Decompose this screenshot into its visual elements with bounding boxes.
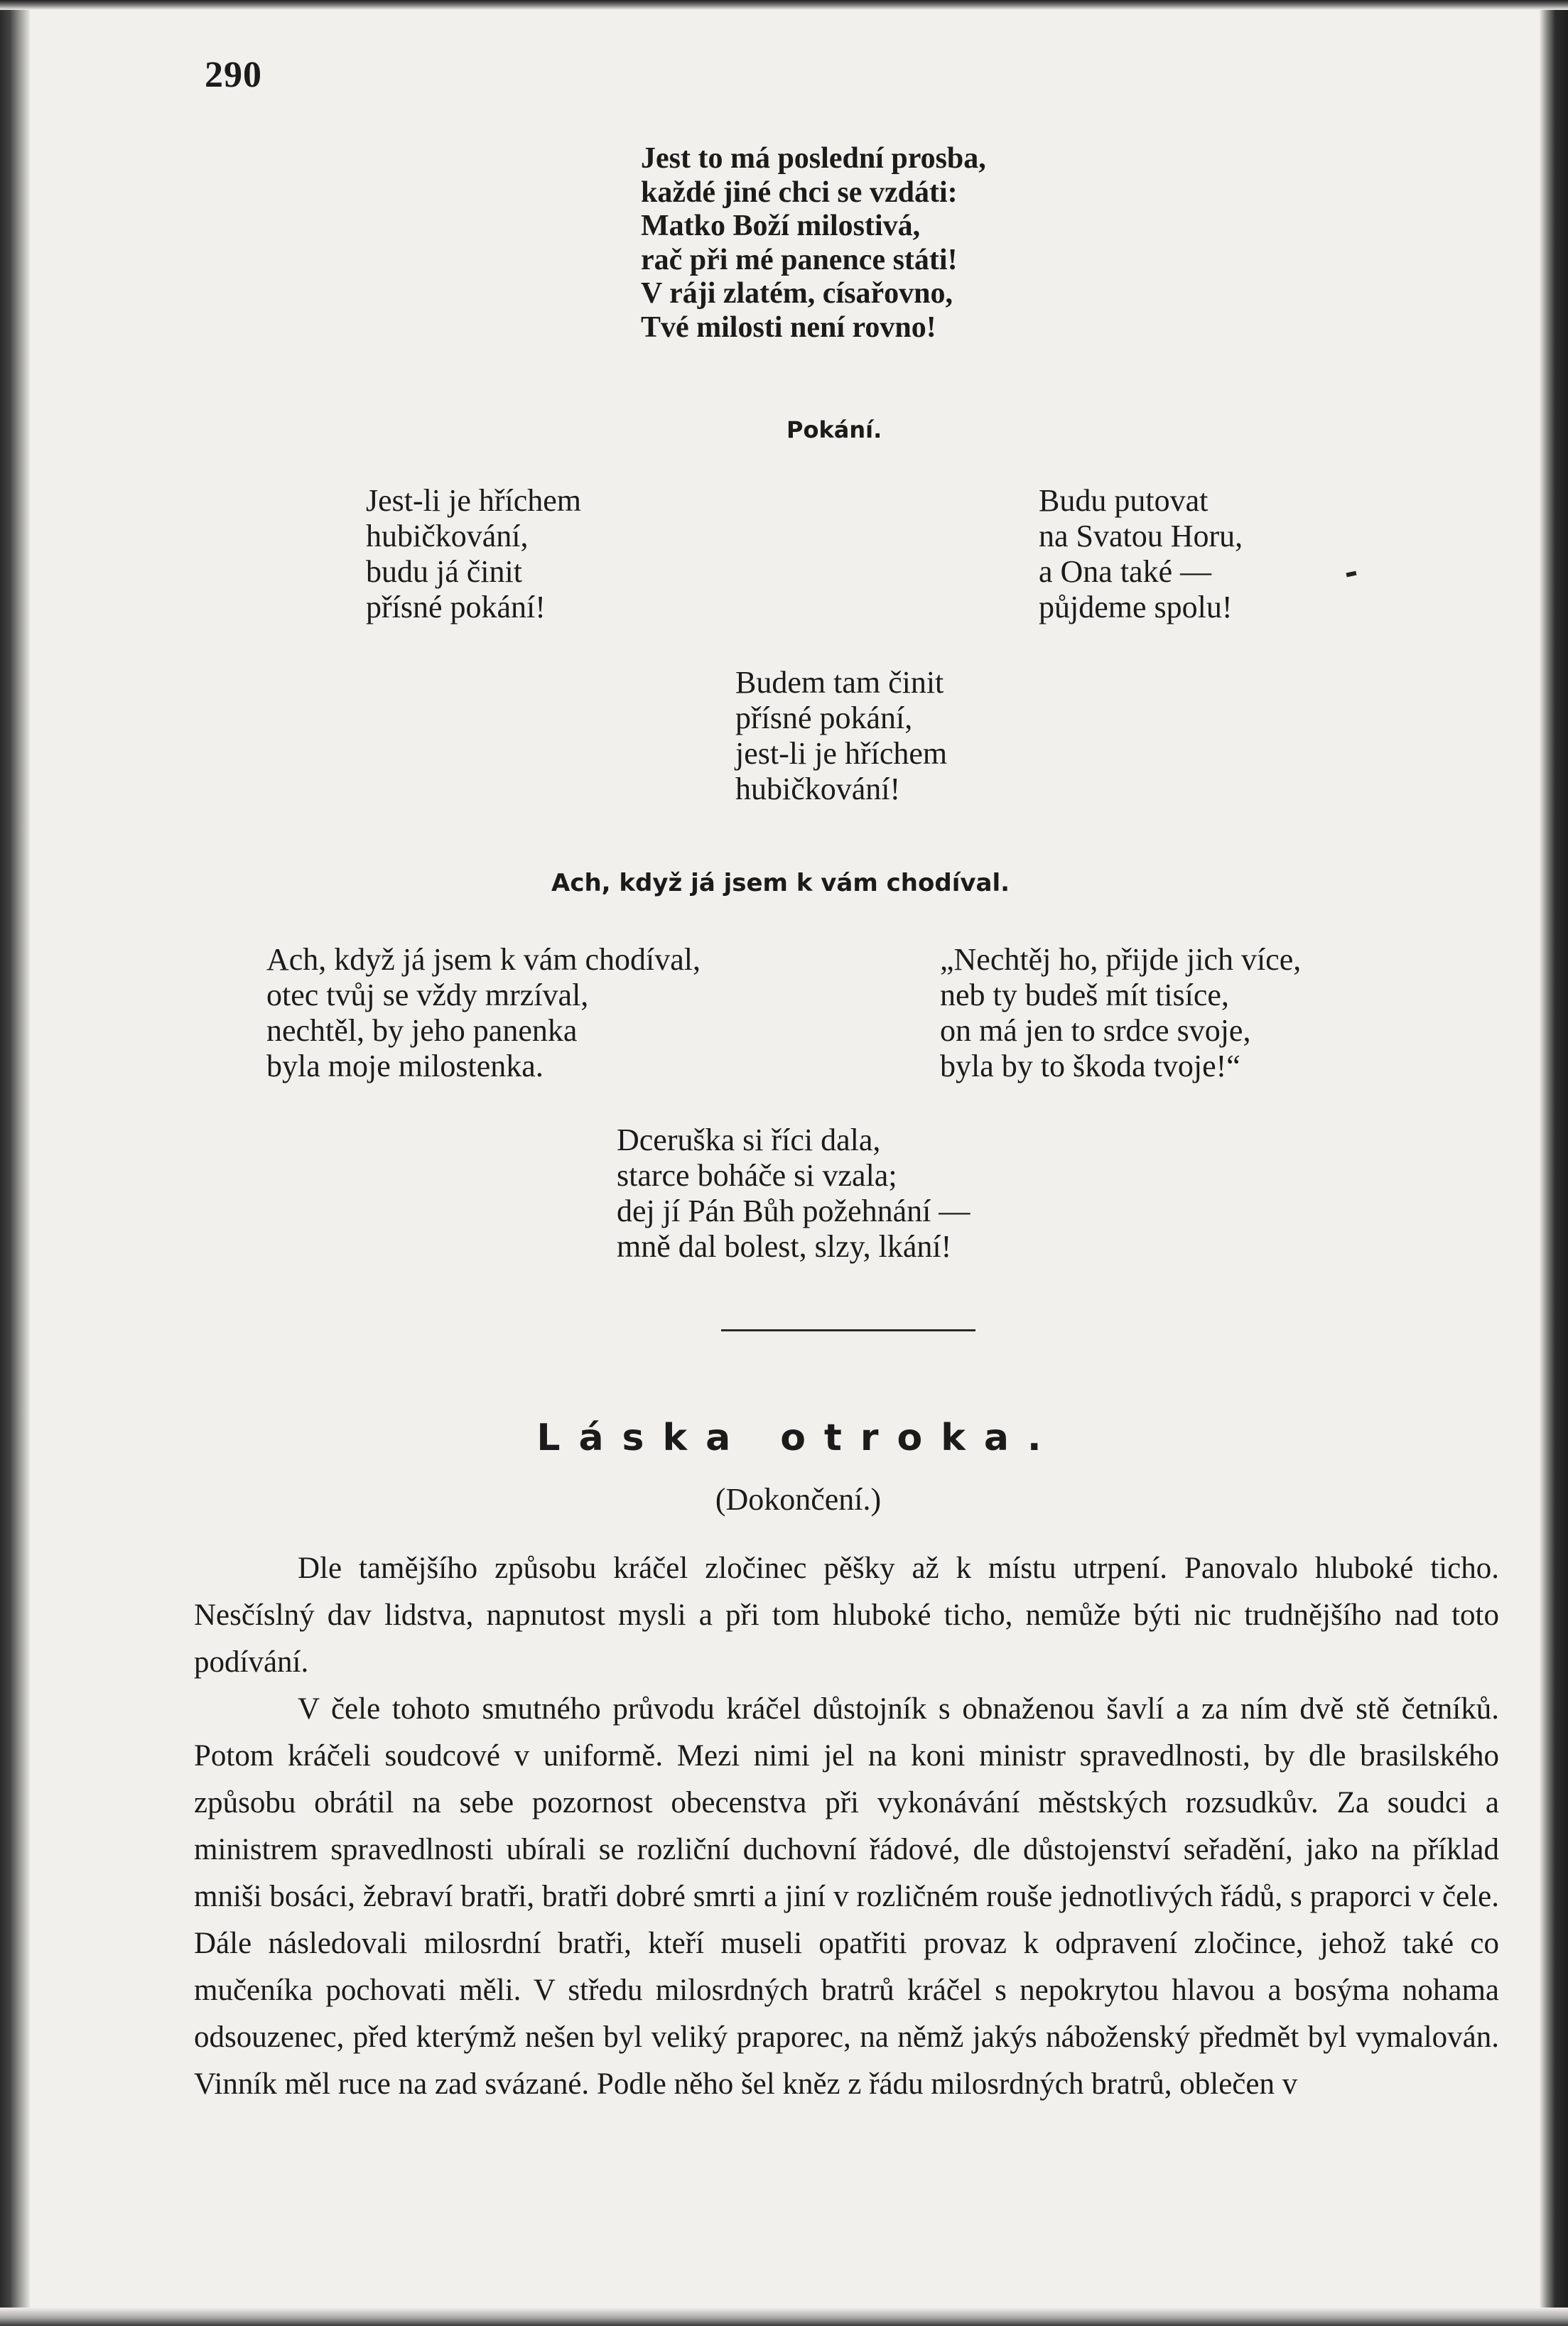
verse-line: otec tvůj se vždy mrzíval, <box>266 978 589 1012</box>
verse-line: mně dal bolest, slzy, lkání! <box>617 1229 952 1264</box>
verse-line: Jest-li je hříchem <box>366 483 582 518</box>
page-number: 290 <box>205 55 262 95</box>
section-title-pokani: Pokání. <box>786 416 882 443</box>
verse-line: starce boháče si vzala; <box>617 1158 897 1193</box>
story-subtitle: (Dokončení.) <box>715 1482 882 1517</box>
verse-line: neb ty budeš mít tisíce, <box>940 978 1229 1012</box>
page-top-edge <box>0 0 1568 10</box>
verse-line: na Svatou Horu, <box>1039 519 1243 553</box>
pokani-stanza-right <box>1039 483 1243 625</box>
story-body <box>194 1545 1499 2108</box>
chodival-stanza-left <box>266 942 701 1084</box>
verse-line: „Nechtěj ho, přijde jich více, <box>940 942 1302 977</box>
verse-line: Tvé milosti není rovno! <box>641 310 936 344</box>
verse-line: Dceruška si říci dala, <box>617 1123 881 1157</box>
section-divider <box>721 1329 975 1331</box>
chodival-stanza-right <box>940 942 1301 1084</box>
story-title: Láska otroka. <box>536 1417 1060 1459</box>
chodival-stanza-center <box>617 1123 970 1265</box>
verse-line: dej jí Pán Bůh požehnání — <box>617 1194 970 1228</box>
verse-line: hubičkování, <box>366 519 529 553</box>
section-title-chodival: Ach, když já jsem k vám chodíval. <box>551 869 1010 897</box>
verse-line: jest-li je hříchem <box>735 736 948 771</box>
verse-line: přísné pokání, <box>735 700 913 735</box>
story-paragraph: V čele tohoto smutného průvodu kráčel důstojník s obnaženou šavlí a za ním dvě stě četníků. Potom kráčeli soudcové v uniformě. Mezi nimi jel na koni ministr spravedlnosti, by dle brasilského způsobu obrátil na sebe pozornost obecenstva při vykonávání městských rozsudkův. Za soudci a ministrem spravedlnosti ubírali se rozliční duchovní řádové, dle důstojenství seřadění, jako na příklad mniši bosáci, žebraví bratři, bratři dobré smrti a jiní v rozličném rouše jednotlivých řádů, s praporci v čele. Dále následovali milosrdní bratři, kteří museli opatřiti provaz k odpravení zločince, jehož také co mučeníka pochovati měli. V středu milosrdných bratrů kráčel s nepokrytou hlavou a bosýma nohama odsouzenec, před kterýmž nešen byl veliký praporec, na němž jakýs náboženský předmět byl vymalován. Vinník měl ruce na zad svázané. Podle něho šel kněz z řádu milosrdných bratrů, oblečen v <box>194 1692 1499 2101</box>
verse-line: V ráji zlatém, císařovno, <box>641 277 953 310</box>
pokani-stanza-center <box>735 665 947 807</box>
page-bottom-edge <box>0 2308 1568 2326</box>
verse-line: přísné pokání! <box>366 590 546 624</box>
verse-line: Jest to má poslední prosba, <box>641 142 986 175</box>
poem-prayer-stanza <box>641 142 986 345</box>
pokani-stanza-left <box>366 483 581 625</box>
verse-line: Matko Boží milostivá, <box>641 210 921 242</box>
verse-line: Budem tam činit <box>735 665 944 700</box>
verse-line: nechtěl, by jeho panenka <box>266 1013 578 1048</box>
verse-line: on má jen to srdce svoje, <box>940 1013 1251 1048</box>
ink-speck <box>1346 571 1357 578</box>
page-right-edge <box>1540 0 1568 2326</box>
verse-line: hubičkování! <box>735 772 901 806</box>
verse-line: rač při mé panence státi! <box>641 243 958 276</box>
page-left-edge <box>0 0 30 2326</box>
verse-line: byla by to škoda tvoje!“ <box>940 1049 1240 1083</box>
verse-line: byla moje milostenka. <box>266 1049 544 1083</box>
verse-line: Budu putovat <box>1039 483 1209 518</box>
verse-line: budu já činit <box>366 554 522 589</box>
verse-line: každé jiné chci se vzdáti: <box>641 175 958 209</box>
verse-line: půjdeme spolu! <box>1039 590 1233 624</box>
verse-line: a Ona také — <box>1039 554 1212 589</box>
story-paragraph: Dle tamějšího způsobu kráčel zločinec pěšky až k místu utrpení. Panovalo hluboké ticho. Nesčíslný dav lidstva, napnutost mysli a při tom hluboké ticho, nemůže býti nic trudnějšího nad toto podívání. <box>194 1552 1499 1679</box>
verse-line: Ach, když já jsem k vám chodíval, <box>266 942 701 977</box>
